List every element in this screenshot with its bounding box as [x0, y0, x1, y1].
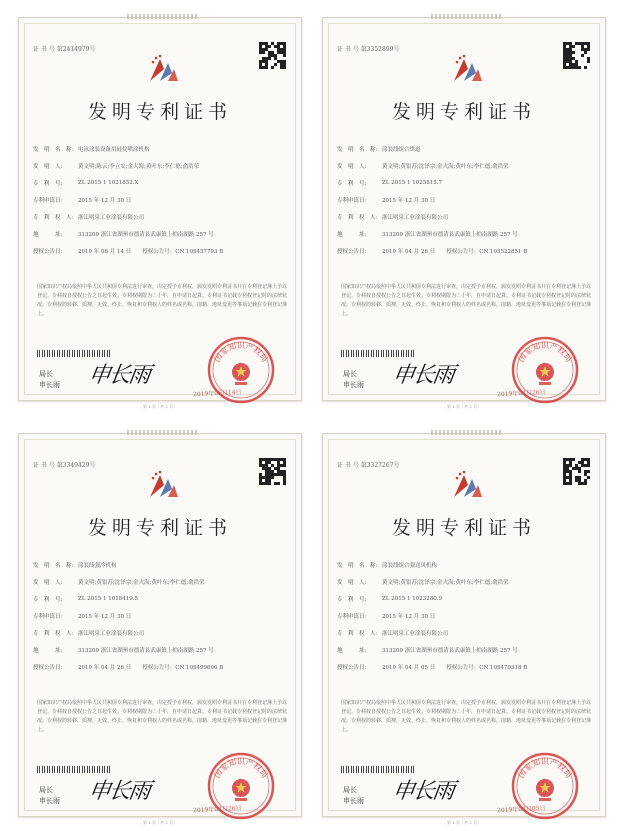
field-value: 2015 年 12 月 30 日: [382, 197, 436, 204]
page-number: 第 1 页（共 2 页）: [446, 820, 482, 825]
field-row: [337, 140, 593, 157]
field-row: [337, 573, 593, 590]
field-value: ZL 2015 1 1018419.5: [78, 595, 138, 602]
qr-code-icon: [563, 42, 590, 69]
field-label: 授权公告日：: [33, 664, 67, 671]
field-row: [33, 641, 289, 658]
field-value: 涂装线强冷机构: [78, 562, 117, 569]
field-label: 专 利 权 人：: [337, 214, 382, 221]
director-signature: 申长雨: [86, 363, 151, 388]
field-row: [337, 556, 593, 573]
field-value: ZL 2015 1 1021852.X: [78, 179, 139, 186]
seal-date: 2019年04月26日: [496, 388, 546, 399]
certificate-number: 证 书 号 第3352899号: [337, 46, 400, 53]
certificate-title: 发明专利证书: [391, 101, 536, 123]
field-label: 授权公告日：: [337, 248, 371, 255]
field-value: 浙江明泉工业涂装有限公司: [382, 214, 449, 221]
top-ornament: [127, 14, 197, 19]
field-row: [33, 624, 289, 641]
director-title: 局长: [39, 370, 53, 378]
director-title: 局长: [39, 786, 53, 794]
field-row: [337, 607, 593, 624]
cnipa-emblem-icon: [146, 469, 182, 499]
field-row: [33, 140, 289, 157]
field-row: [33, 658, 289, 675]
field-row: [337, 174, 593, 191]
field-row: [33, 174, 289, 191]
field-row: [337, 624, 593, 641]
director-block: [343, 785, 364, 807]
field-value: ZL 2015 1 1025815.7: [382, 179, 442, 186]
field-label: 专利申请日：: [33, 613, 67, 620]
director-signature: 申长雨: [86, 779, 151, 804]
field-label: 专 利 号：: [337, 596, 371, 603]
field-label: 专 利 权 人：: [33, 214, 78, 221]
field-value: 2015 年 12 月 30 日: [382, 613, 436, 620]
field-row: [337, 658, 593, 675]
field-label: 授权公告日：: [337, 664, 371, 671]
seal-date: 2019年04月05日: [496, 804, 546, 815]
patent-certificate: [18, 433, 302, 825]
certificate-body-text: 国家知识产权局依照中华人民共和国专利法进行审查，决定授予专利权，颁发发明专利证书并在专利登记簿上予以登记。专利权自授权公告之日起生效。专利权期限为二十年，自申请日起算。专利证书记载专利权登记时的法律状况。专利权的转移、质押、无效、终止、恢复和专利权人的姓名或名称、国籍、地址变更等事项记载在专利登记簿上。: [341, 284, 592, 317]
field-row: [33, 590, 289, 607]
field-value: 涂装线组合强送风机构: [382, 562, 438, 569]
certificate-number: 证 书 号 第2414979号: [33, 46, 96, 53]
patent-certificate: [322, 17, 606, 409]
certificate-fields: [337, 556, 593, 675]
qr-code-icon: [259, 42, 286, 69]
top-ornament: [431, 14, 501, 19]
field-label: 专利申请日：: [337, 613, 371, 620]
field-label: 发 明 名 称：: [337, 562, 382, 569]
field-label: 发 明 名 称：: [33, 562, 78, 569]
field-label: 发 明 名 称：: [337, 146, 382, 153]
page-number: 第 1 页（共 2 页）: [142, 820, 178, 825]
director-title: 局长: [343, 786, 357, 794]
seal-date: 2019年04月26日: [192, 804, 242, 815]
barcode-icon: [341, 350, 415, 357]
field-label: 专利申请日：: [337, 197, 371, 204]
field-row: [337, 157, 593, 174]
field-label: 专 利 号：: [337, 180, 371, 187]
certificate-title: 发明专利证书: [391, 517, 536, 539]
field-value: 黄文明;黄银苏;沈泽宗;金大海;黄叶东;李仁德;俞浩荣: [78, 579, 205, 586]
certificate-number: 证 书 号 第3349429号: [33, 462, 96, 469]
field-label: 发 明 人：: [33, 163, 67, 170]
page-number: 第 1 页（共 2 页）: [142, 404, 178, 409]
director-signature: 申长雨: [390, 363, 455, 388]
field-row: [33, 225, 289, 242]
certificate-body-text: 国家知识产权局依照中华人民共和国专利法进行审查，决定授予专利权，颁发发明专利证书并在专利登记簿上予以登记。专利权自授权公告之日起生效。专利权期限为二十年，自申请日起算。专利证书记载专利权登记时的法律状况。专利权的转移、质押、无效、终止、恢复和专利权人的姓名或名称、国籍、地址变更等事项记载在专利登记簿上。: [37, 284, 288, 317]
field-label: 发 明 人：: [337, 579, 371, 586]
field-row: [33, 208, 289, 225]
certificate-fields: [33, 140, 289, 259]
director-name: 申长雨: [343, 797, 364, 805]
field-value: 2019 年 04 月 26 日 授权公告号：CN 105522851 B: [382, 248, 528, 255]
field-row: [337, 590, 593, 607]
certificate-number: 证 书 号 第3327267号: [337, 462, 400, 469]
field-value: 黄文明;黄银苏;沈泽宗;金大海;黄叶东;李仁德;俞浩荣: [382, 579, 509, 586]
field-value: 浙江明泉工业涂装有限公司: [78, 214, 145, 221]
director-block: [343, 369, 364, 391]
cnipa-emblem-icon: [450, 469, 486, 499]
qr-code-icon: [259, 458, 286, 485]
director-name: 申长雨: [39, 381, 60, 389]
field-row: [33, 242, 289, 259]
certificate-body-text: 国家知识产权局依照中华人民共和国专利法进行审查，决定授予专利权，颁发发明专利证书并在专利登记簿上予以登记。专利权自授权公告之日起生效。专利权期限为二十年，自申请日起算。专利证书记载专利权登记时的法律状况。专利权的转移、质押、无效、终止、恢复和专利权人的姓名或名称、国籍、地址变更等事项记载在专利登记簿上。: [37, 700, 288, 733]
field-label: 专 利 号：: [33, 180, 67, 187]
field-label: 发 明 人：: [337, 163, 371, 170]
field-value: 313200 浙江省湖州市德清县武康镇上柏南湖路 257 号: [78, 647, 214, 654]
patent-certificate: [322, 433, 606, 825]
certificate-body-text: 国家知识产权局依照中华人民共和国专利法进行审查，决定授予专利权，颁发发明专利证书并在专利登记簿上予以登记。专利权自授权公告之日起生效。专利权期限为二十年，自申请日起算。专利证书记载专利权登记时的法律状况。专利权的转移、质押、无效、终止、恢复和专利权人的姓名或名称、国籍、地址变更等事项记载在专利登记簿上。: [341, 700, 592, 733]
field-value: 313200 浙江省湖州市德清县武康镇上柏南湖路 257 号: [382, 231, 518, 238]
field-value: 涂装线组合烘道: [382, 146, 421, 153]
director-block: [39, 785, 60, 807]
patent-certificate: [18, 17, 302, 409]
field-value: ZL 2015 1 1023280.9: [382, 595, 442, 602]
field-value: 2019 年 04 月 05 日 授权公告号：CN 105479318 B: [382, 664, 528, 671]
field-value: 313200 浙江省湖州市德清县武康镇上柏南湖路 257 号: [78, 231, 214, 238]
field-label: 专 利 权 人：: [337, 630, 382, 637]
field-value: 电泳涂装设备用硅烷喷涂机构: [78, 146, 150, 153]
qr-code-icon: [563, 458, 590, 485]
field-row: [337, 208, 593, 225]
field-row: [33, 607, 289, 624]
field-value: 313200 浙江省湖州市德清县武康镇上柏南湖路 257 号: [382, 647, 518, 654]
seal-text: 国家知识产权局: [516, 341, 574, 364]
field-row: [33, 573, 289, 590]
field-row: [33, 191, 289, 208]
field-label: 专 利 号：: [33, 596, 67, 603]
field-label: 授权公告日：: [33, 248, 67, 255]
field-value: 黄文明;陈云;李立安;金大海;黄叶东;李仁德;俞浩荣: [78, 163, 200, 170]
director-signature: 申长雨: [390, 779, 455, 804]
field-label: 发 明 名 称：: [33, 146, 78, 153]
field-label: 地 址：: [337, 231, 371, 238]
field-value: 2015 年 12 月 30 日: [78, 613, 132, 620]
director-name: 申长雨: [39, 797, 60, 805]
field-label: 专利申请日：: [33, 197, 67, 204]
seal-date: 2019年06月14日: [192, 388, 242, 399]
seal-text: 国家知识产权局: [516, 757, 574, 780]
director-block: [39, 369, 60, 391]
field-value: 2019 年 04 月 26 日 授权公告号：CN 105499696 B: [78, 664, 224, 671]
field-row: [33, 556, 289, 573]
field-label: 专 利 权 人：: [33, 630, 78, 637]
top-ornament: [127, 430, 197, 435]
field-label: 地 址：: [33, 231, 67, 238]
seal-text: 国家知识产权局: [212, 757, 270, 780]
field-value: 2015 年 12 月 30 日: [78, 197, 132, 204]
field-row: [337, 191, 593, 208]
field-value: 2019 年 06 月 14 日 授权公告号：CN 105457793 B: [78, 248, 224, 255]
field-label: 发 明 人：: [33, 579, 67, 586]
page-number: 第 1 页（共 2 页）: [446, 404, 482, 409]
field-value: 浙江明泉工业涂装有限公司: [382, 630, 449, 637]
field-row: [337, 225, 593, 242]
seal-text: 国家知识产权局: [212, 341, 270, 364]
field-row: [337, 641, 593, 658]
field-row: [33, 157, 289, 174]
field-row: [337, 242, 593, 259]
field-label: 地 址：: [33, 647, 67, 654]
field-label: 地 址：: [337, 647, 371, 654]
cnipa-emblem-icon: [450, 53, 486, 83]
field-value: 黄文明;黄银苏;沈泽宗;金大海;黄叶东;李仁德;俞浩荣: [382, 163, 509, 170]
director-name: 申长雨: [343, 381, 364, 389]
certificate-fields: [33, 556, 289, 675]
director-title: 局长: [343, 370, 357, 378]
cnipa-emblem-icon: [146, 53, 182, 83]
field-value: 浙江明泉工业涂装有限公司: [78, 630, 145, 637]
certificate-fields: [337, 140, 593, 259]
certificate-title: 发明专利证书: [87, 101, 232, 123]
top-ornament: [431, 430, 501, 435]
barcode-icon: [341, 766, 415, 773]
certificate-title: 发明专利证书: [87, 517, 232, 539]
barcode-icon: [37, 350, 111, 357]
barcode-icon: [37, 766, 111, 773]
